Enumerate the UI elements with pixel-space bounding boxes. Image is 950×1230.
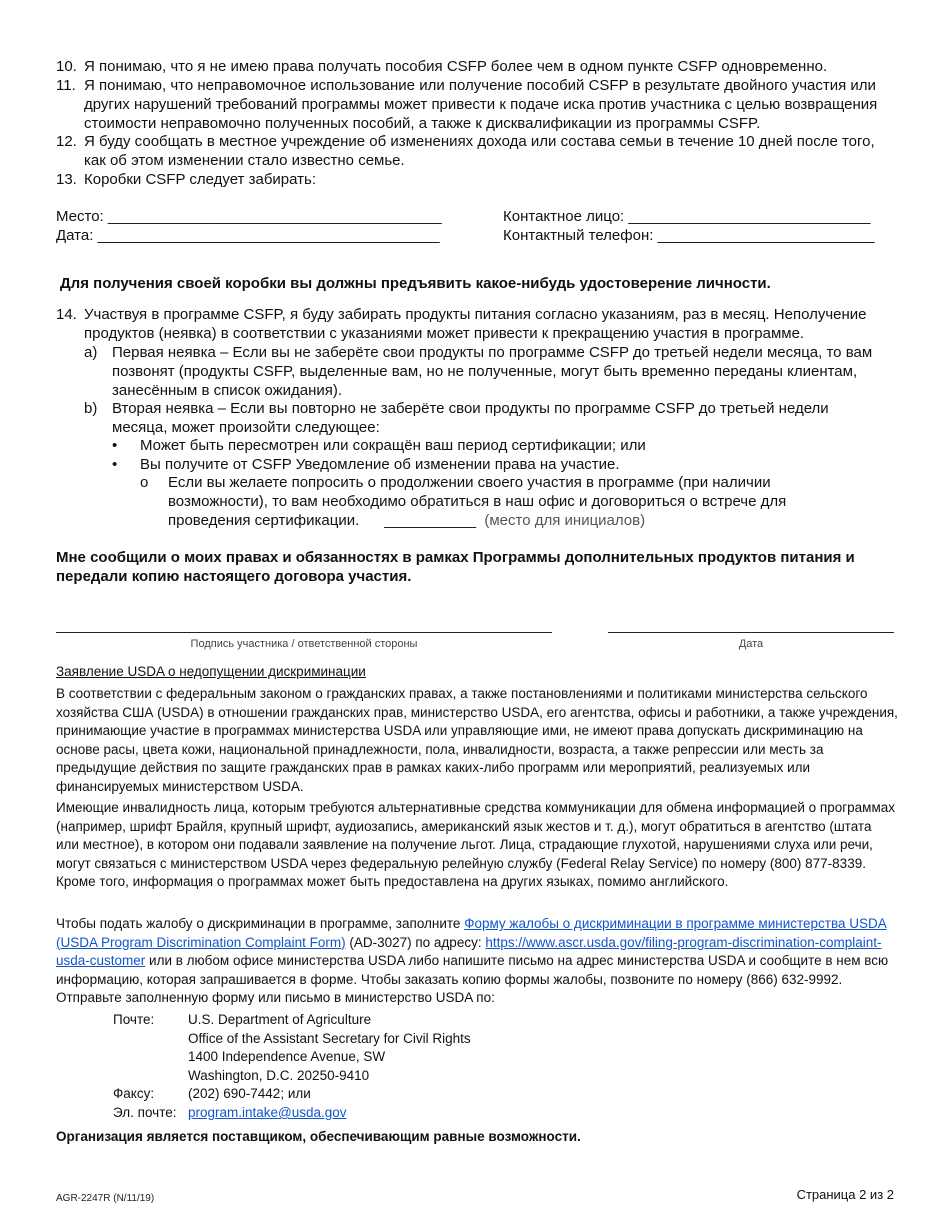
bullet-text: Вы получите от CSFP Уведомление об изменении права на участие. xyxy=(140,456,620,473)
signature-line[interactable] xyxy=(56,632,552,633)
phone-line[interactable]: __________________________ xyxy=(657,227,875,244)
item-text: Коробки CSFP следует забирать: xyxy=(84,171,316,188)
bullet-item xyxy=(112,455,872,474)
list-item-13 xyxy=(56,170,896,189)
mail-label: Почте: xyxy=(113,1012,155,1027)
initials-label: (место для инициалов) xyxy=(484,512,646,529)
item-text: Я понимаю, что я не имею права получать пособия CSFP более чем в одном пункте CSFP одновременно. xyxy=(84,58,828,75)
mail-line: Office of the Assistant Secretary for Civil Rights xyxy=(188,1030,471,1046)
list-item-11 xyxy=(56,76,896,133)
mail-line: Washington, D.C. 20250-9410 xyxy=(188,1067,370,1083)
usda-p3-text: или в любом офисе министерства USDA либо напишите письмо на адрес министерства USDA и сообщите в нем всю информацию, которая запрашивается в форме. Чтобы заказать копию формы жалобы, позвоните по номеру (866) 632-9992. Отправьте заполненную форму или письмо в министерство USDA по: xyxy=(56,953,889,1006)
mail-line: U.S. Department of Agriculture xyxy=(188,1012,372,1027)
mail-line: 1400 Independence Avenue, SW xyxy=(188,1049,386,1065)
signature-caption: Подпись участника / ответственной стороны xyxy=(190,638,418,650)
usda-paragraph-3 xyxy=(56,915,898,1008)
sub-item-marker: b) xyxy=(84,400,98,417)
email-link[interactable]: program.intake@usda.gov xyxy=(188,1105,347,1120)
bullet-marker: • xyxy=(112,437,118,454)
acknowledgement: Мне сообщили о моих правах и обязанностях в рамках Программы дополнительных продуктов питания и передали копию настоящего договора участия. xyxy=(56,549,855,585)
sub-bullet-text xyxy=(168,473,860,530)
page-number: Страница 2 из 2 xyxy=(796,1187,894,1202)
phone-label: Контактный телефон: xyxy=(503,227,654,244)
sub-bullet-item xyxy=(140,473,860,530)
ascr-url-link[interactable]: https://www.ascr.usda.gov/filing-program-discrimination-complaint-usda-customer xyxy=(56,934,882,969)
usda-p3-text: (AD-3027) по адресу: xyxy=(345,934,486,950)
item-number: 10. xyxy=(56,58,77,75)
signature-date-line[interactable] xyxy=(608,632,894,633)
item-number: 13. xyxy=(56,171,77,188)
email-label: Эл. почте: xyxy=(113,1105,177,1120)
bullet-item xyxy=(112,436,872,455)
item-number: 11. xyxy=(56,77,76,94)
date-line[interactable]: _________________________________________ xyxy=(97,227,440,244)
usda-heading: Заявление USDA о недопущении дискриминации xyxy=(56,664,366,679)
contact-field[interactable] xyxy=(503,207,870,226)
item-text: Участвуя в программе CSFP, я буду забирать продукты питания согласно указаниям, раз в месяц. Неполучение продуктов (неявка) в соответствии с указаниями может привести к прекращению участия в программе. xyxy=(84,306,867,342)
fax-label: Факсу: xyxy=(113,1086,155,1101)
equal-opportunity: Организация является поставщиком, обеспечивающим равные возможности. xyxy=(56,1129,581,1144)
circle-marker: o xyxy=(140,474,149,491)
mail-address xyxy=(188,1011,471,1085)
sub-item-a xyxy=(84,343,892,400)
sub-item-b xyxy=(84,399,864,437)
sub-item-text: Первая неявка – Если вы не заберёте свои продукты по программе CSFP до третьей недели месяца, то вам позвонят (продукты CSFP, выделенные вам, но не полученные, могут быть временно переданы клиентам, занесённым в список ожидания). xyxy=(112,344,873,399)
item-text: Я понимаю, что неправомочное использование или получение пособий CSFP в результате двойного участия или других нарушений требований программы может привести к подаче иска против участника с целью возвращения стоимости неправомочно полученных пособий, а также к дисквалификации из программы CSFP. xyxy=(84,77,878,132)
usda-paragraph-1: В соответствии с федеральным законом о гражданских правах, а также постановлениями и политиками министерства сельского хозяйства США (USDA) в отношении гражданских прав, министерство USDA, его агентства, офисы и работники, а также учреждения, принимающие участие в программах министерства USDA или управляющие ими, не имеют права допускать дискриминацию на основе расы, цвета кожи, национальной принадлежности, пола, инвалидности, возраста, а также репрессии или месть за предыдущие действия по защите гражданских прав в рамках каких-либо программ или мероприятий, реализуемых или финансируемых министерством USDA. xyxy=(56,686,898,794)
initials-field[interactable]: ___________ xyxy=(384,512,477,529)
sub-bullet-body: Если вы желаете попросить о продолжении своего участия в программе (при наличии возможности), то вам необходимо обратиться в наш офис и договориться о встрече для проведения сертификации. xyxy=(168,474,787,529)
form-code: AGR-2247R (N/11/19) xyxy=(56,1193,155,1204)
place-line[interactable]: ________________________________________ xyxy=(107,208,442,225)
contact-line[interactable]: _____________________________ xyxy=(628,208,871,225)
id-notice: Для получения своей коробки вы должны предъявить какое-нибудь удостоверение личности. xyxy=(60,275,771,292)
complaint-form-link[interactable]: Форму жалобы о дискриминации в программе министерства USDA (USDA Program Discrimination Complaint Form) xyxy=(56,916,887,950)
item-number: 14. xyxy=(56,306,77,323)
fax-value: (202) 690-7442; или xyxy=(188,1086,311,1101)
bullet-text: Может быть пересмотрен или сокращён ваш период сертификации; или xyxy=(140,437,646,454)
usda-p3-text: Чтобы подать жалобу о дискриминации в программе, заполните xyxy=(56,916,465,931)
sub-item-text: Вторая неявка – Если вы повторно не заберёте свои продукты по программе CSFP до третьей недели месяца, может произойти следующее: xyxy=(112,400,829,436)
list-item-14 xyxy=(56,305,896,343)
date-field[interactable] xyxy=(56,226,440,245)
date-label: Дата: xyxy=(56,227,94,244)
bullet-marker: • xyxy=(112,456,118,473)
place-label: Место: xyxy=(56,208,104,225)
usda-paragraph-2: Имеющие инвалидность лица, которым требуются альтернативные средства коммуникации для обмена информацией о программах (например, шрифт Брайля, крупный шрифт, аудиозапись, американский язык жестов и т. д.), могут обратиться в агентство (штата или местное), в котором они подавали заявление на получение льгот. Лица, страдающие глухотой, нарушениями слуха или речи, могут связаться с министерством USDA через федеральную релейную службу (Federal Relay Service) по номеру (800) 877-8339. Кроме того, информация о программах может быть предоставлена на других языках, помимо английского. xyxy=(56,800,895,890)
list-item-10 xyxy=(56,57,896,76)
place-field[interactable] xyxy=(56,207,442,226)
list-item-12 xyxy=(56,132,896,170)
item-text: Я буду сообщать в местное учреждение об изменениях дохода или состава семьи в течение 10 дней после того, как об этом изменении стало известно семье. xyxy=(84,133,875,169)
item-number: 12. xyxy=(56,133,77,150)
contact-label: Контактное лицо: xyxy=(503,208,625,225)
phone-field[interactable] xyxy=(503,226,874,245)
signature-date-caption: Дата xyxy=(738,638,764,650)
sub-item-marker: a) xyxy=(84,344,98,361)
